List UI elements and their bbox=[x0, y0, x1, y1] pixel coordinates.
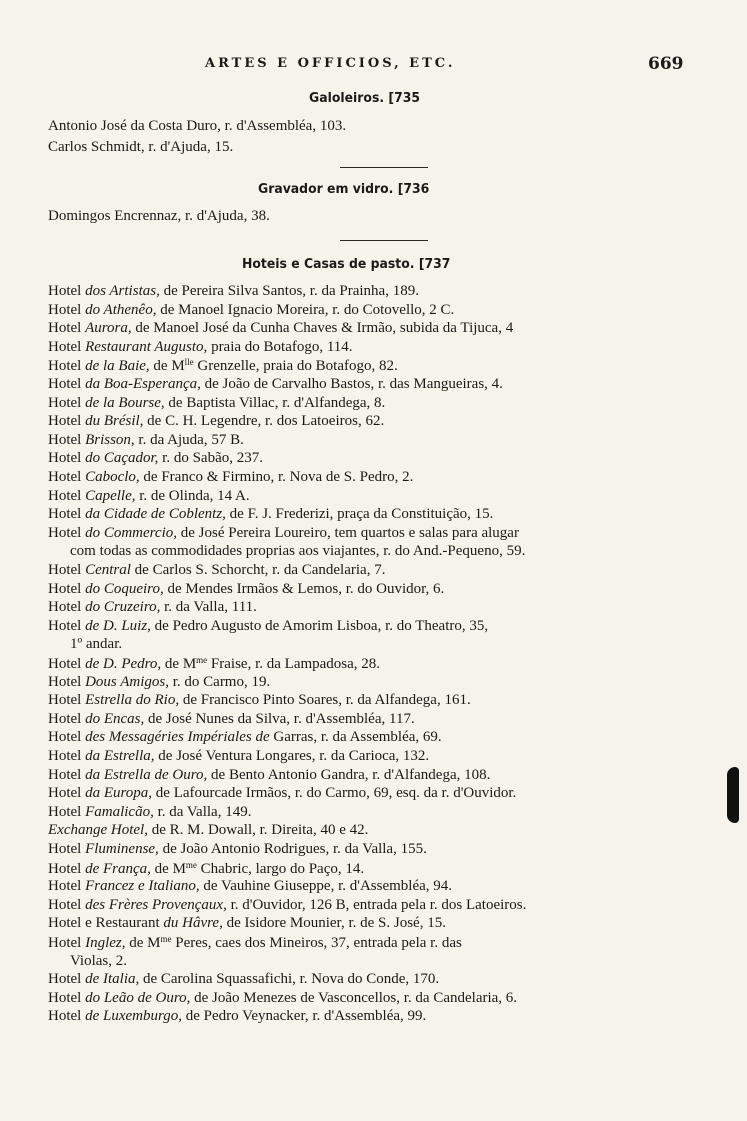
title-superscript: me bbox=[196, 655, 208, 665]
entry-prefix: Hotel bbox=[48, 729, 86, 746]
entry-details: de F. J. Frederizi, praça da Constituição, 15. bbox=[225, 506, 494, 523]
entry-details: r. da Valla, 111. bbox=[160, 599, 257, 616]
entry-details: de João Menezes de Vasconcellos, r. da Candelaria, 6. bbox=[190, 989, 518, 1006]
entry-details: de Pedro Augusto de Amorim Lisboa, r. do Theatro, 35, bbox=[150, 617, 489, 634]
hotel-entry bbox=[48, 971, 439, 988]
hotel-name: de D. Luiz, bbox=[85, 617, 151, 634]
section-number: [735 bbox=[388, 90, 421, 106]
ink-blot bbox=[727, 767, 739, 823]
entry-prefix: Hotel bbox=[48, 692, 86, 709]
entry-prefix: Hotel bbox=[48, 710, 86, 727]
hotel-entry-continuation: com todas as commodidades proprias aos viajantes, r. do And.-Pequeno, 59. bbox=[70, 543, 526, 560]
section-divider bbox=[340, 240, 428, 241]
entry-prefix: Hotel bbox=[48, 524, 86, 541]
hotel-name: da Europa, bbox=[85, 785, 153, 802]
list-item: Carlos Schmidt, r. d'Ajuda, 15. bbox=[48, 139, 234, 155]
entry-prefix: Hotel bbox=[48, 358, 86, 375]
entry-prefix: Hotel e Restaurant bbox=[48, 915, 164, 932]
entry-prefix: Hotel bbox=[48, 617, 86, 634]
hotel-name: Francez e Italiano, bbox=[85, 878, 200, 895]
entry-prefix: Hotel bbox=[48, 896, 86, 913]
entry-prefix: Hotel bbox=[48, 748, 86, 764]
entry-details: de Pedro Veynacker, r. d'Assembléa, 99. bbox=[182, 1008, 427, 1025]
entry-details: de José Nunes da Silva, r. d'Assembléa, 117. bbox=[144, 710, 415, 727]
hotel-entry bbox=[48, 934, 462, 952]
hotel-entry bbox=[48, 692, 471, 709]
hotel-name: do Cruzeiro, bbox=[85, 599, 161, 616]
entry-prefix: Hotel bbox=[48, 320, 86, 337]
hotel-entry bbox=[48, 599, 257, 616]
hotel-entry bbox=[48, 432, 244, 449]
hotel-name: Famalicão, bbox=[85, 803, 154, 820]
hotel-entry bbox=[48, 822, 368, 839]
section-divider bbox=[340, 167, 428, 168]
entry-details: de Francisco Pinto Soares, r. da Alfandega, 161. bbox=[179, 692, 471, 709]
entry-prefix: Hotel bbox=[48, 803, 86, 820]
hotel-entry bbox=[48, 450, 263, 467]
hotel-entry bbox=[48, 990, 517, 1007]
hotel-entry bbox=[48, 581, 444, 598]
entry-details: r. do Carmo, 19. bbox=[168, 673, 271, 690]
entry-details: de Manoel Ignacio Moreira, r. do Cotovello, 2 C. bbox=[156, 301, 455, 318]
hotel-name: du Brésil, bbox=[85, 413, 144, 430]
entry-details: de João de Carvalho Bastos, r. das Mangueiras, 4. bbox=[200, 376, 503, 392]
hotel-entry bbox=[48, 302, 454, 319]
entry-details: de M bbox=[125, 935, 161, 951]
entry-details: de Pereira Silva Santos, r. da Prainha, 189. bbox=[159, 283, 419, 299]
hotel-entry bbox=[48, 376, 503, 393]
hotel-name: da Estrella, bbox=[85, 748, 155, 764]
hotel-entry bbox=[48, 729, 442, 746]
entry-details: Garras, r. da Assembléa, 69. bbox=[269, 729, 442, 746]
hotel-name: Estrella do Rio, bbox=[85, 692, 180, 709]
hotel-entry bbox=[48, 711, 415, 728]
entry-details: de Isidore Mounier, r. de S. José, 15. bbox=[222, 915, 446, 932]
entry-details-continued: Fraise, r. da Lampadosa, 28. bbox=[207, 656, 381, 672]
hotel-name: Inglez, bbox=[85, 935, 126, 951]
hotel-name: des Frères Provençaux, bbox=[85, 896, 227, 913]
entry-details: r. d'Ouvidor, 126 B, entrada pela r. dos Latoeiros. bbox=[226, 896, 527, 913]
hotel-name: Brisson, bbox=[85, 431, 135, 448]
entry-details: de M bbox=[161, 656, 197, 672]
section-heading-galoleiros bbox=[309, 90, 420, 106]
entry-details: de Manoel José da Cunha Chaves & Irmão, subida da Tijuca, 4 bbox=[131, 320, 514, 337]
section-heading-hoteis bbox=[242, 256, 450, 272]
hotel-entry bbox=[48, 506, 493, 523]
entry-details: de Carlos S. Schorcht, r. da Candelaria, 7. bbox=[130, 562, 386, 578]
entry-details: de Vauhine Giuseppe, r. d'Assembléa, 94. bbox=[199, 878, 453, 895]
hotel-name: de la Bourse, bbox=[85, 394, 165, 411]
hotel-name: Restaurant Augusto, bbox=[85, 338, 208, 355]
entry-details: de Baptista Villac, r. d'Alfandega, 8. bbox=[164, 394, 386, 411]
entry-details: de Carolina Squassafichi, r. Nova do Conde, 170. bbox=[139, 971, 440, 988]
hotel-entry bbox=[48, 767, 490, 784]
title-superscript: me bbox=[160, 934, 172, 944]
entry-prefix: Hotel bbox=[48, 283, 86, 299]
hotel-name: Central bbox=[85, 562, 131, 578]
entry-prefix: Hotel bbox=[48, 413, 86, 430]
hotel-name: do Athenêo, bbox=[85, 301, 157, 318]
hotel-name: do Commercio, bbox=[85, 524, 178, 541]
hotel-entry bbox=[48, 525, 519, 542]
hotel-name: de la Baie, bbox=[85, 358, 150, 375]
entry-prefix: Hotel bbox=[48, 1008, 86, 1025]
hotel-entry bbox=[48, 395, 385, 412]
entry-prefix: Hotel bbox=[48, 376, 86, 392]
hotel-entry bbox=[48, 860, 364, 878]
entry-details: r. de Olinda, 14 A. bbox=[135, 487, 250, 504]
hotel-name: do Encas, bbox=[85, 710, 145, 727]
list-item: Domingos Encrennaz, r. d'Ajuda, 38. bbox=[48, 208, 270, 224]
entry-details: r. do Sabão, 237. bbox=[158, 450, 263, 467]
entry-prefix: Hotel bbox=[48, 394, 86, 411]
entry-details-continued: Chabric, largo do Paço, 14. bbox=[196, 860, 365, 877]
entry-details: de José Ventura Longares, r. da Carioca, 132. bbox=[154, 748, 430, 764]
hotel-entry bbox=[48, 655, 380, 673]
hotel-entry bbox=[48, 357, 398, 375]
section-heading-gravador bbox=[258, 181, 429, 197]
entry-prefix: Hotel bbox=[48, 785, 86, 802]
hotel-entry bbox=[48, 841, 427, 858]
entry-prefix: Hotel bbox=[48, 580, 86, 597]
hotel-entry bbox=[48, 339, 353, 356]
hotel-name: Capelle, bbox=[85, 487, 136, 504]
entry-prefix: Hotel bbox=[48, 338, 86, 355]
hotel-entry bbox=[48, 674, 270, 691]
hotel-entry bbox=[48, 488, 250, 505]
entry-details-continued: Peres, caes dos Mineiros, 37, entrada pela r. das bbox=[171, 935, 462, 951]
page-number: 669 bbox=[648, 54, 684, 74]
hotel-name: Dous Amigos, bbox=[85, 673, 169, 690]
entry-details: r. da Ajuda, 57 B. bbox=[134, 431, 244, 448]
hotel-name: Aurora, bbox=[85, 320, 132, 337]
entry-details: de M bbox=[149, 358, 185, 375]
list-item: Antonio José da Costa Duro, r. d'Assembléa, 103. bbox=[48, 118, 347, 134]
entry-details: de R. M. Dowall, r. Direita, 40 e 42. bbox=[147, 822, 369, 839]
entry-prefix: Hotel bbox=[48, 935, 86, 951]
hotel-entry bbox=[48, 562, 385, 579]
hotel-name: Exchange Hotel, bbox=[48, 822, 148, 839]
entry-prefix: Hotel bbox=[48, 562, 86, 578]
entry-prefix: Hotel bbox=[48, 431, 86, 448]
running-head bbox=[0, 56, 747, 76]
title-superscript: me bbox=[185, 859, 197, 870]
hotel-entry bbox=[48, 915, 446, 932]
entry-details: de M bbox=[150, 860, 186, 877]
entry-prefix: Hotel bbox=[48, 860, 86, 877]
hotel-entry bbox=[48, 618, 488, 635]
section-title: Hoteis e Casas de pasto. bbox=[242, 256, 415, 272]
hotel-entry bbox=[48, 878, 452, 895]
hotel-entry bbox=[48, 748, 429, 765]
section-number: [737 bbox=[418, 256, 451, 272]
entry-details: de Lafourcade Irmãos, r. do Carmo, 69, esq. da r. d'Ouvidor. bbox=[152, 785, 517, 802]
entry-prefix: Hotel bbox=[48, 301, 86, 318]
section-title: Gravador em vidro. bbox=[258, 181, 394, 197]
hotel-entry bbox=[48, 785, 516, 802]
hotel-name: do Coqueiro, bbox=[85, 580, 164, 597]
entry-details: de Franco & Firmino, r. Nova de S. Pedro, 2. bbox=[139, 469, 414, 485]
entry-prefix: Hotel bbox=[48, 971, 86, 988]
entry-prefix: Hotel bbox=[48, 599, 86, 616]
hotel-name: des Messagéries Impériales de bbox=[85, 729, 270, 746]
hotel-name: dos Artistas, bbox=[85, 283, 160, 299]
hotel-name: de D. Pedro, bbox=[85, 656, 162, 672]
section-number: [736 bbox=[397, 181, 430, 197]
entry-prefix: Hotel bbox=[48, 841, 86, 857]
hotel-entry bbox=[48, 413, 384, 430]
hotel-entry bbox=[48, 897, 526, 914]
hotel-name: de Luxemburgo, bbox=[85, 1008, 183, 1025]
entry-details: de José Pereira Loureiro, tem quartos e salas para alugar bbox=[177, 524, 519, 541]
entry-details: de Bento Antonio Gandra, r. d'Alfandega, 108. bbox=[207, 766, 491, 783]
hotel-name: da Estrella de Ouro, bbox=[85, 766, 208, 783]
hotel-entry bbox=[48, 320, 513, 337]
entry-prefix: Hotel bbox=[48, 673, 86, 690]
hotel-name: Fluminense, bbox=[85, 841, 159, 857]
entry-details: de Mendes Irmãos & Lemos, r. do Ouvidor, 6. bbox=[163, 580, 445, 597]
entry-prefix: Hotel bbox=[48, 878, 86, 895]
hotel-name: du Hâvre, bbox=[163, 915, 223, 932]
entry-prefix: Hotel bbox=[48, 487, 86, 504]
hotel-entry bbox=[48, 1008, 426, 1025]
hotel-name: do Leão de Ouro, bbox=[85, 989, 191, 1006]
entry-prefix: Hotel bbox=[48, 989, 86, 1006]
entry-prefix: Hotel bbox=[48, 766, 86, 783]
section-title: Galoleiros. bbox=[309, 90, 385, 106]
entry-prefix: Hotel bbox=[48, 656, 86, 672]
hotel-name: de França, bbox=[85, 860, 151, 877]
entry-details: r. da Valla, 149. bbox=[153, 803, 252, 820]
hotel-entry-continuation: 1º andar. bbox=[70, 636, 123, 653]
title-superscript: lle bbox=[184, 357, 194, 368]
entry-prefix: Hotel bbox=[48, 450, 86, 467]
entry-prefix: Hotel bbox=[48, 469, 86, 485]
hotel-name: da Boa-Esperança, bbox=[85, 376, 201, 392]
entry-details-continued: Grenzelle, praia do Botafogo, 82. bbox=[193, 358, 398, 375]
hotel-name: de Italia, bbox=[85, 971, 140, 988]
hotel-entry bbox=[48, 469, 413, 486]
hotel-name: da Cidade de Coblentz, bbox=[85, 506, 226, 523]
entry-details: praia do Botafogo, 114. bbox=[207, 338, 353, 355]
hotel-entry-continuation: Violas, 2. bbox=[70, 952, 128, 969]
hotel-name: Caboclo, bbox=[85, 469, 140, 485]
hotel-entry bbox=[48, 804, 251, 821]
hotel-name: do Caçador, bbox=[85, 450, 159, 467]
running-title: ARTES E OFFICIOS, ETC. bbox=[205, 56, 456, 71]
entry-details: de C. H. Legendre, r. dos Latoeiros, 62. bbox=[143, 413, 385, 430]
entry-details: de João Antonio Rodrigues, r. da Valla, 155. bbox=[158, 841, 427, 857]
entry-prefix: Hotel bbox=[48, 506, 86, 523]
hotel-entry bbox=[48, 283, 419, 300]
